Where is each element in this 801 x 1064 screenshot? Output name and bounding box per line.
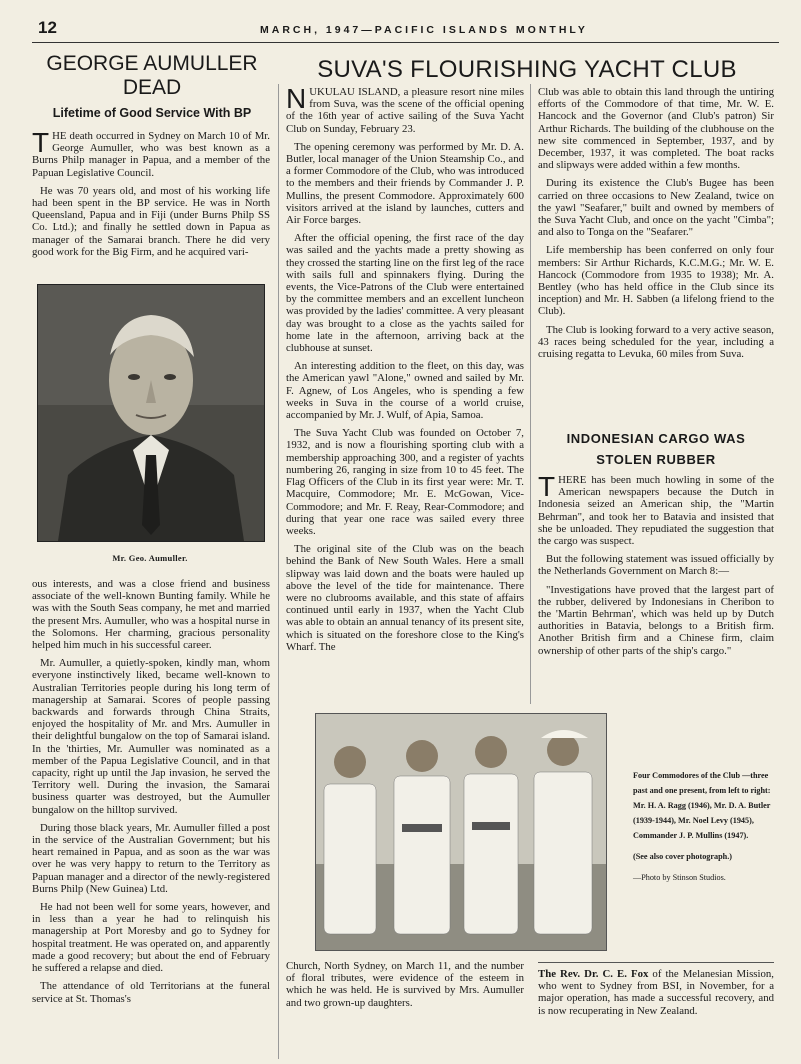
- column-divider-2: [530, 84, 531, 704]
- paragraph: Church, North Sydney, on March 11, and the number of floral tributes, were evidence of the esteem in which he was held. He is survived by Mrs. Aumuller and two grown-up daughters.: [286, 960, 524, 1009]
- column-divider-1: [278, 84, 279, 1059]
- paragraph: HE death occurred in Sydney on March 10 of Mr. George Aumuller, who was best known as a Burns Philp manager in Papua, and a member of the Papuan Legislative Council.: [32, 130, 270, 179]
- header-rule: [32, 42, 779, 43]
- paragraph: ous interests, and was a close friend and business associate of the well-known Bunting family. While he was with the South Seas company, he met and married the present Mrs. Aumuller, who was a hospital nurse in the Solomons. Her charming, gracious personality helped him much in his successful career.: [32, 578, 270, 652]
- paragraph: During those black years, Mr. Aumuller filled a post in the service of the Australian Government; but his heart remained in Papua, and as soon as the war was over he was very happy to return to the Territory as Papuan manager and a director of the newly-registered Burns Philp (New Guinea) Ltd.: [32, 821, 270, 895]
- portrait-illustration: [38, 285, 264, 541]
- caption-see-also: (See also cover photograph.): [633, 852, 733, 861]
- running-header: MARCH, 1947—PACIFIC ISLANDS MONTHLY: [260, 24, 588, 36]
- paragraph: After the official opening, the first race of the day was sailed and the yachts made a pretty showing as they crossed the starting line on the first leg of the race with sails full and spinnakers flying. During the events, the Vice-Patrons of the Club were entertained by the committee members and an excellent luncheon was provided by the ladies' committee. A very pleasant day was brought to a close as the yachts sailed for home late in the afternoon, arriving back at the clubhouse at sunset.: [286, 232, 524, 355]
- paragraph: UKULAU ISLAND, a pleasure resort nine miles from Suva, was the scene of the official opening of the 16th year of active sailing of the Suva Yacht Club on Sunday, February 23.: [286, 86, 524, 135]
- fox-note: [538, 968, 774, 1056]
- paragraph: Life membership has been conferred on only four members: Sir Arthur Richards, K.C.M.G.; Mr. W. E. Hancock (Commodore from 1935 to 1938); Mr. A. Bentley (who has held office in the Club since its inception) and Mr. H. Sabben (a lifelong friend to the Club).: [538, 244, 774, 318]
- paragraph: HERE has been much howling in some of the American newspapers because the Dutch in Indonesia seized an American ship, the "Martin Behrman", and took her to Batavia and insisted that she be unloaded. They repudiated the suggestion that the cargo was suspect.: [538, 474, 774, 548]
- dropcap: T: [32, 130, 50, 158]
- paragraph: The Club is looking forward to a very active season, 43 races being scheduled for the year, including a cruising regatta to Levuka, 60 miles from Suva.: [538, 323, 774, 361]
- commodores-group-photo: [315, 713, 607, 951]
- paragraph: The Suva Yacht Club was founded on October 7, 1932, and is now a flourishing sporting club with a membership approaching 300, and a register of yachts numbering 26, ranging in size from 10 to 45 feet. The Flag Officers of the Club in its first year were: Mr. T. Macquire, Commodore; Mr. E. McGowan, Vice-Commodore; and Mr. F. Reay, Rear-Commodore; and during that year one race was sailed every three weeks.: [286, 427, 524, 537]
- photo-credit: —Photo by Stinson Studios.: [633, 873, 726, 882]
- aumuller-portrait-photo: [37, 284, 265, 542]
- fox-name: The Rev. Dr. C. E. Fox: [538, 968, 649, 980]
- paragraph: During its existence the Club's Bugee has been carried on three occasions to New Zealand, twice on the yawl "Seafarer," built and owned by members of the Suva Yacht Club, and once on the yacht "Cimba"; and also to Tonga on the "Seafarer.": [538, 177, 774, 239]
- aumuller-column-bottom: [32, 578, 270, 1058]
- aumuller-column-top: [32, 130, 270, 282]
- paragraph: An interesting addition to the fleet, on this day, was the American yawl "Alone," owned and sailed by Mr. F. Agnew, of Los Angeles, who is spending a few weeks in Suva in the course of a world cruise, accompanied by Mr. J. Wulf, of Apia, Samoa.: [286, 360, 524, 422]
- aumuller-photo-caption: Mr. Geo. Aumuller.: [112, 553, 188, 563]
- commodores-photo-caption: [633, 768, 781, 885]
- aumuller-continuation: [286, 960, 524, 1056]
- paragraph: He had not been well for some years, however, and in less than a year he had to relinquish his managership at Port Moresby and go to Sydney for hospital treatment. He was operated on, and apparently made a good recovery; but about the end of February he suffered a relapse and died.: [32, 901, 270, 975]
- group-illustration: [316, 714, 606, 950]
- paragraph: Club was able to obtain this land through the untiring efforts of the Commodore of that time, Mr. W. E. Hancock and the Governor (and Club's patron) Sir Arthur Richards. The building of the clubhouse on the new site commenced in September, 1937, and by December, 1937, it was completed. The boat racks and slipways were added within a few months.: [538, 86, 774, 172]
- yacht-column-1: [286, 86, 524, 696]
- paragraph: The original site of the Club was on the beach behind the Bank of New South Wales. Here a small slipway was laid down and the boats were hauled up above the level of the tide for maintenance. There were no clubrooms available, and this state of affairs continued until early in 1937, when the Yacht Club was able to obtain an annual tenancy of its present site, which is situated on the foreshore close to the King's Wharf. The: [286, 543, 524, 653]
- aumuller-headline: GEORGE AUMULLER DEAD: [46, 52, 258, 99]
- paragraph: But the following statement was issued officially by the Netherlands Government on March 8:—: [538, 553, 774, 578]
- aumuller-subhead: Lifetime of Good Service With BP: [52, 106, 252, 120]
- fox-text: of the Melanesian Mission, who went to Sydney from BSI, in November, for a major operation, has made a successful recovery, and is now recuperating in New Zealand.: [538, 968, 774, 1017]
- paragraph: "Investigations have proved that the largest part of the rubber, delivered by Indonesians in Cheribon to the 'Martin Behrman', which was held up by Dutch authorities in Batavia, belongs to a British firm. Another British firm and a Chinese firm, claim ownership of other parts of the ship's cargo.": [538, 583, 774, 657]
- paragraph: Mr. Aumuller, a quietly-spoken, kindly man, whom everyone instinctively liked, became well-known to Australian Territories people during his long term of managership at Samarai. Scores of people passing backwards and forwards through China Straits, enjoyed the hospitality of Mr. and Mrs. Aumuller in their delightful bungalow on the top of Samarai island. In the 'thirties, Mr. Aumuller was nominated as a member of the Papua Legislative Council, and in that capacity, right up until the Jap invasion, he served the Territory well. During the invasion, the Samarai business quarter was destroyed, but the Aumuller bungalow on the hilltop survived.: [32, 657, 270, 816]
- caption-text: Four Commodores of the Club —three past and one present, from left to right: Mr. H. A. Ragg (1946), Mr. D. A. Butler (1939-1944), Mr. Noel Levy (1945), Commander J. P. Mullins (1947).: [633, 771, 771, 840]
- yacht-club-headline: SUVA'S FLOURISHING YACHT CLUB: [317, 56, 737, 83]
- dropcap: N: [286, 86, 307, 114]
- paragraph: The attendance of old Territorians at the funeral service at St. Thomas's: [32, 980, 270, 1005]
- dropcap: T: [538, 474, 556, 502]
- indonesian-cargo-headline: INDONESIAN CARGO WAS STOLEN RUBBER: [566, 431, 746, 467]
- paragraph: The opening ceremony was performed by Mr. D. A. Butler, local manager of the Union Steamship Co., and a former Commodore of the Club, who was introduced to the members and their friends by Commander J. P. Mullins, the present Commodore. Approximately 600 visitors arrived at the island by launches, cutters and Air Force barges.: [286, 140, 524, 227]
- yacht-column-2: [538, 86, 774, 398]
- paragraph: He was 70 years old, and most of his working life had been spent in the BP service. He was in North Queensland, Papua and in Fiji (under Burns Philp SS Co. Ltd.); and finally he settled down in Papua as manager of the Samarai branch. There he did very good work for the Big Firm, and he acquired vari-: [32, 184, 270, 258]
- section-rule: [538, 962, 774, 963]
- page-number: 12: [38, 18, 57, 37]
- indonesian-cargo-column: [538, 474, 774, 706]
